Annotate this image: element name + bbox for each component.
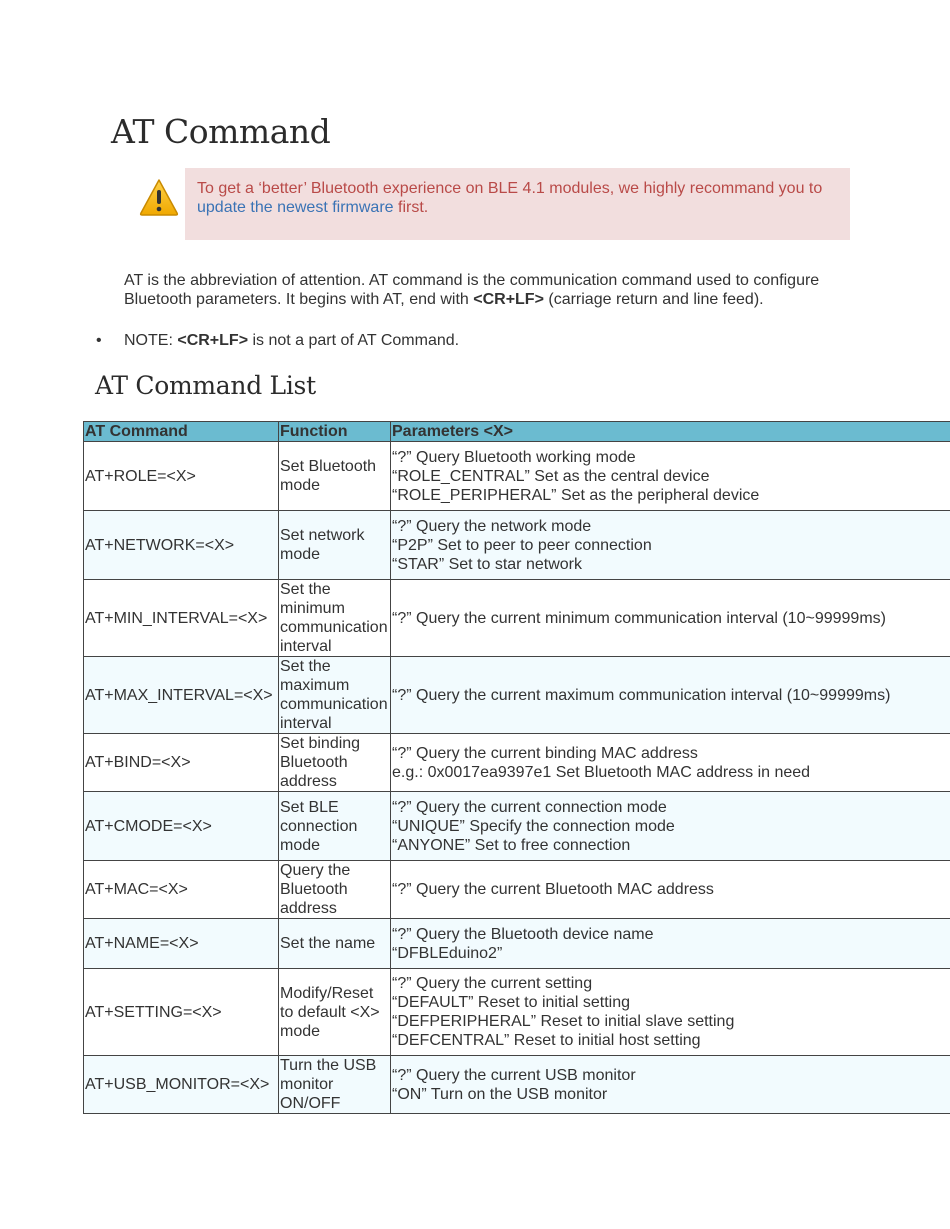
command-cell: AT+NETWORK=<X>: [84, 511, 279, 580]
command-cell: AT+MAC=<X>: [84, 861, 279, 919]
function-cell: Set binding Bluetooth address: [279, 734, 391, 792]
function-cell: Set network mode: [279, 511, 391, 580]
command-cell: AT+MIN_INTERVAL=<X>: [84, 580, 279, 657]
warning-text: To get a ‘better’ Bluetooth experience on BLE 4.1 modules, we highly recommand you to: [197, 180, 823, 197]
command-cell: AT+CMODE=<X>: [84, 792, 279, 861]
header-function: Function: [279, 422, 391, 442]
intro-text: AT is the abbreviation of attention. AT command is the communication command used to configure Bluetooth parameters. It begins with AT, end with: [124, 272, 820, 308]
parameter-line: “ON” Turn on the USB monitor: [392, 1085, 608, 1103]
parameters-cell: [391, 919, 950, 969]
parameter-line: “ANYONE” Set to free connection: [392, 836, 631, 854]
note-prefix: NOTE:: [124, 332, 178, 349]
parameter-line: “?” Query the current maximum communication interval (10~99999ms): [392, 686, 891, 704]
parameter-line: “ROLE_PERIPHERAL” Set as the peripheral device: [392, 486, 760, 504]
note-bullet: •: [96, 332, 102, 349]
parameters-cell: [391, 442, 950, 511]
parameter-line: “?” Query the network mode: [392, 517, 592, 535]
parameters-cell: [391, 861, 950, 919]
note-suffix: is not a part of AT Command.: [248, 332, 460, 349]
parameter-line: “?” Query the current binding MAC address: [392, 744, 698, 762]
parameters-cell: [391, 792, 950, 861]
intro-text-end: (carriage return and line feed).: [543, 291, 764, 308]
parameters-cell: [391, 657, 950, 734]
parameter-line: “STAR” Set to star network: [392, 555, 582, 573]
table-row: [84, 580, 950, 657]
function-cell: Set Bluetooth mode: [279, 442, 391, 511]
parameters-cell: [391, 580, 950, 657]
warning-triangle-icon: [139, 178, 179, 216]
parameter-line: “?” Query the current USB monitor: [392, 1066, 636, 1084]
parameters-cell: [391, 511, 950, 580]
command-cell: AT+BIND=<X>: [84, 734, 279, 792]
parameter-line: “P2P” Set to peer to peer connection: [392, 536, 652, 554]
command-cell: AT+MAX_INTERVAL=<X>: [84, 657, 279, 734]
command-cell: AT+ROLE=<X>: [84, 442, 279, 511]
parameter-line: “DFBLEduino2”: [392, 944, 503, 962]
parameters-cell: [391, 1056, 950, 1114]
function-cell: Modify/Reset to default <X> mode: [279, 969, 391, 1056]
table-row: [84, 919, 950, 969]
table-row: [84, 511, 950, 580]
command-cell: AT+NAME=<X>: [84, 919, 279, 969]
parameter-line: “DEFPERIPHERAL” Reset to initial slave setting: [392, 1013, 735, 1030]
parameter-line: “?” Query the Bluetooth device name: [392, 925, 654, 943]
page-title: AT Command: [111, 112, 331, 151]
parameter-line: “?” Query the current Bluetooth MAC address: [392, 881, 714, 898]
function-cell: Set the name: [279, 919, 391, 969]
intro-paragraph: [124, 271, 854, 309]
parameter-line: “ROLE_CENTRAL” Set as the central device: [392, 467, 710, 485]
parameter-line: “?” Query the current setting: [392, 975, 593, 992]
function-cell: Set BLE connection mode: [279, 792, 391, 861]
table-row: [84, 792, 950, 861]
table-row: [84, 969, 950, 1056]
parameter-line: “DEFAULT” Reset to initial setting: [392, 994, 631, 1011]
table-row: [84, 861, 950, 919]
parameter-line: “?” Query the current minimum communication interval (10~99999ms): [392, 609, 886, 627]
function-cell: Turn the USB monitor ON/OFF: [279, 1056, 391, 1114]
command-cell: AT+SETTING=<X>: [84, 969, 279, 1056]
parameter-line: “?” Query Bluetooth working mode: [392, 448, 636, 466]
table-row: [84, 734, 950, 792]
intro-crlf: <CR+LF>: [473, 291, 544, 308]
at-command-table: [83, 421, 950, 1114]
parameter-line: e.g.: 0x0017ea9397e1 Set Bluetooth MAC address in need: [392, 763, 811, 781]
table-row: [84, 1056, 950, 1114]
command-cell: AT+USB_MONITOR=<X>: [84, 1056, 279, 1114]
parameters-cell: [391, 734, 950, 792]
header-at-command: AT Command: [84, 422, 279, 442]
table-row: [84, 442, 950, 511]
parameter-line: “UNIQUE” Specify the connection mode: [392, 817, 675, 835]
function-cell: Query the Bluetooth address: [279, 861, 391, 919]
note-crlf: <CR+LF>: [177, 332, 249, 349]
function-cell: Set the minimum communication interval: [279, 580, 391, 657]
command-list-heading: AT Command List: [95, 371, 316, 400]
parameters-cell: [391, 969, 950, 1056]
parameter-line: “DEFCENTRAL” Reset to initial host setting: [392, 1032, 701, 1049]
note-item: [124, 331, 459, 350]
function-cell: Set the maximum communication interval: [279, 657, 391, 734]
table-row: [84, 657, 950, 734]
update-firmware-link[interactable]: update the newest firmware: [197, 199, 394, 216]
warning-text-end: first.: [393, 199, 429, 216]
firmware-warning-box: [185, 168, 850, 240]
parameter-line: “?” Query the current connection mode: [392, 798, 667, 816]
header-parameters: Parameters <X>: [391, 422, 950, 442]
table-header-row: [84, 422, 950, 442]
